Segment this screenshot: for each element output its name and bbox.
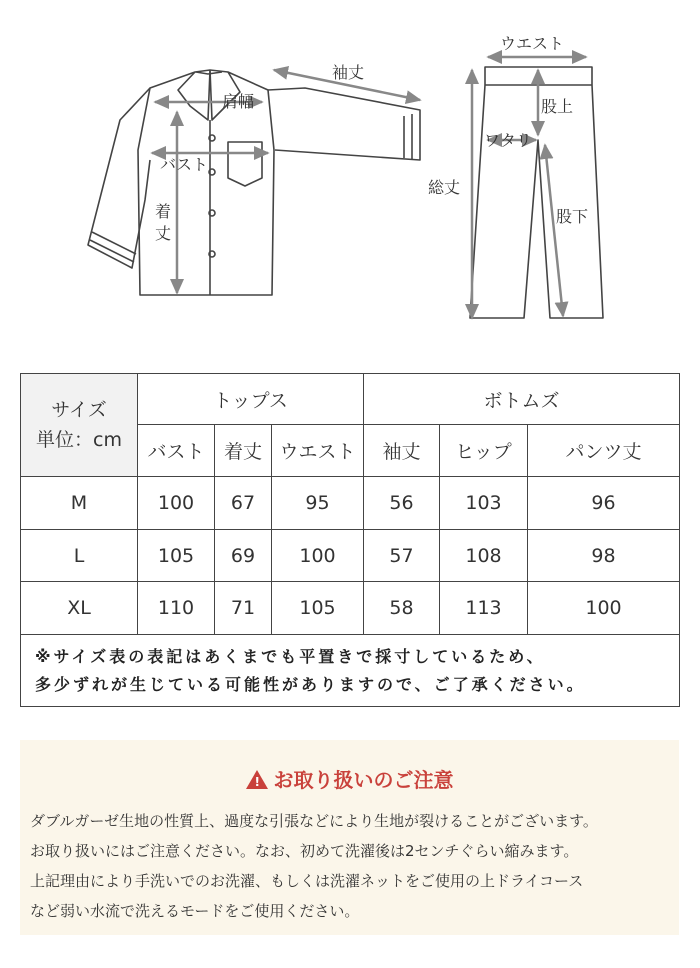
value-cell: 98 [528,530,680,582]
column-header: パンツ丈 [528,425,680,477]
length-bottom-label: 丈 [155,224,172,243]
length-top-label: 着 [155,202,172,221]
value-cell: 71 [215,582,272,635]
table-row [21,530,680,582]
measurement-note [21,635,680,707]
value-cell: 57 [364,530,440,582]
care-line: 上記理由により手洗いでのお洗濯、もしくは洗濯ネットをご使用の上ドライコース [30,872,584,890]
waist-label: ウエスト [500,34,565,53]
column-header: ヒップ [440,425,528,477]
value-cell: 58 [364,582,440,635]
value-cell: 110 [138,582,215,635]
size-label: サイズ [51,399,107,421]
size-diagram [0,0,700,345]
unit-label: 単位：cm [36,429,122,451]
bust-label: バスト [160,155,209,174]
care-title [20,764,679,793]
tops-header: トップス [138,374,364,425]
sleeve-label: 袖丈 [332,63,365,82]
note-line-1: ※サイズ表の表記はあくまでも平置きで採寸しているため、 [35,646,546,666]
value-cell: 100 [272,530,364,582]
value-cell: 105 [138,530,215,582]
column-header: 袖丈 [364,425,440,477]
bottoms-header: ボトムズ [364,374,680,425]
value-cell: 103 [440,477,528,530]
care-line: など弱い水流で洗えるモードをご使用ください。 [30,902,360,920]
value-cell: 113 [440,582,528,635]
column-header: バスト [138,425,215,477]
value-cell: 95 [272,477,364,530]
size-cell: L [21,530,138,582]
value-cell: 100 [138,477,215,530]
size-cell: XL [21,582,138,635]
care-line: お取り扱いにはご注意ください。なお、初めて洗濯後は2センチぐらい縮みます。 [30,842,579,860]
value-cell: 105 [272,582,364,635]
size-cell: M [21,477,138,530]
warning-icon: ! [246,770,268,789]
inseam-label: 股下 [556,207,589,226]
value-cell: 69 [215,530,272,582]
note-line-2: 多少ずれが生じている可能性がありますので、ご了承ください。 [35,674,586,694]
size-unit-header [21,374,138,477]
rise-label: 股上 [541,97,574,116]
pants-illustration [470,67,603,318]
value-cell: 108 [440,530,528,582]
value-cell: 67 [215,477,272,530]
shoulder-label: 肩幅 [222,92,255,111]
column-header: 着丈 [215,425,272,477]
care-notice [20,740,679,935]
value-cell: 96 [528,477,680,530]
table-row [21,477,680,530]
thigh-label: ワタリ [484,131,532,150]
value-cell: 56 [364,477,440,530]
care-line: ダブルガーゼ生地の性質上、過度な引張などにより生地が裂けることがございます。 [30,812,598,830]
size-table [20,373,680,707]
table-row [21,582,680,635]
total-length-label: 総丈 [428,178,461,197]
value-cell: 100 [528,582,680,635]
column-header: ウエスト [272,425,364,477]
care-title-text: お取り扱いのご注意 [273,768,454,792]
